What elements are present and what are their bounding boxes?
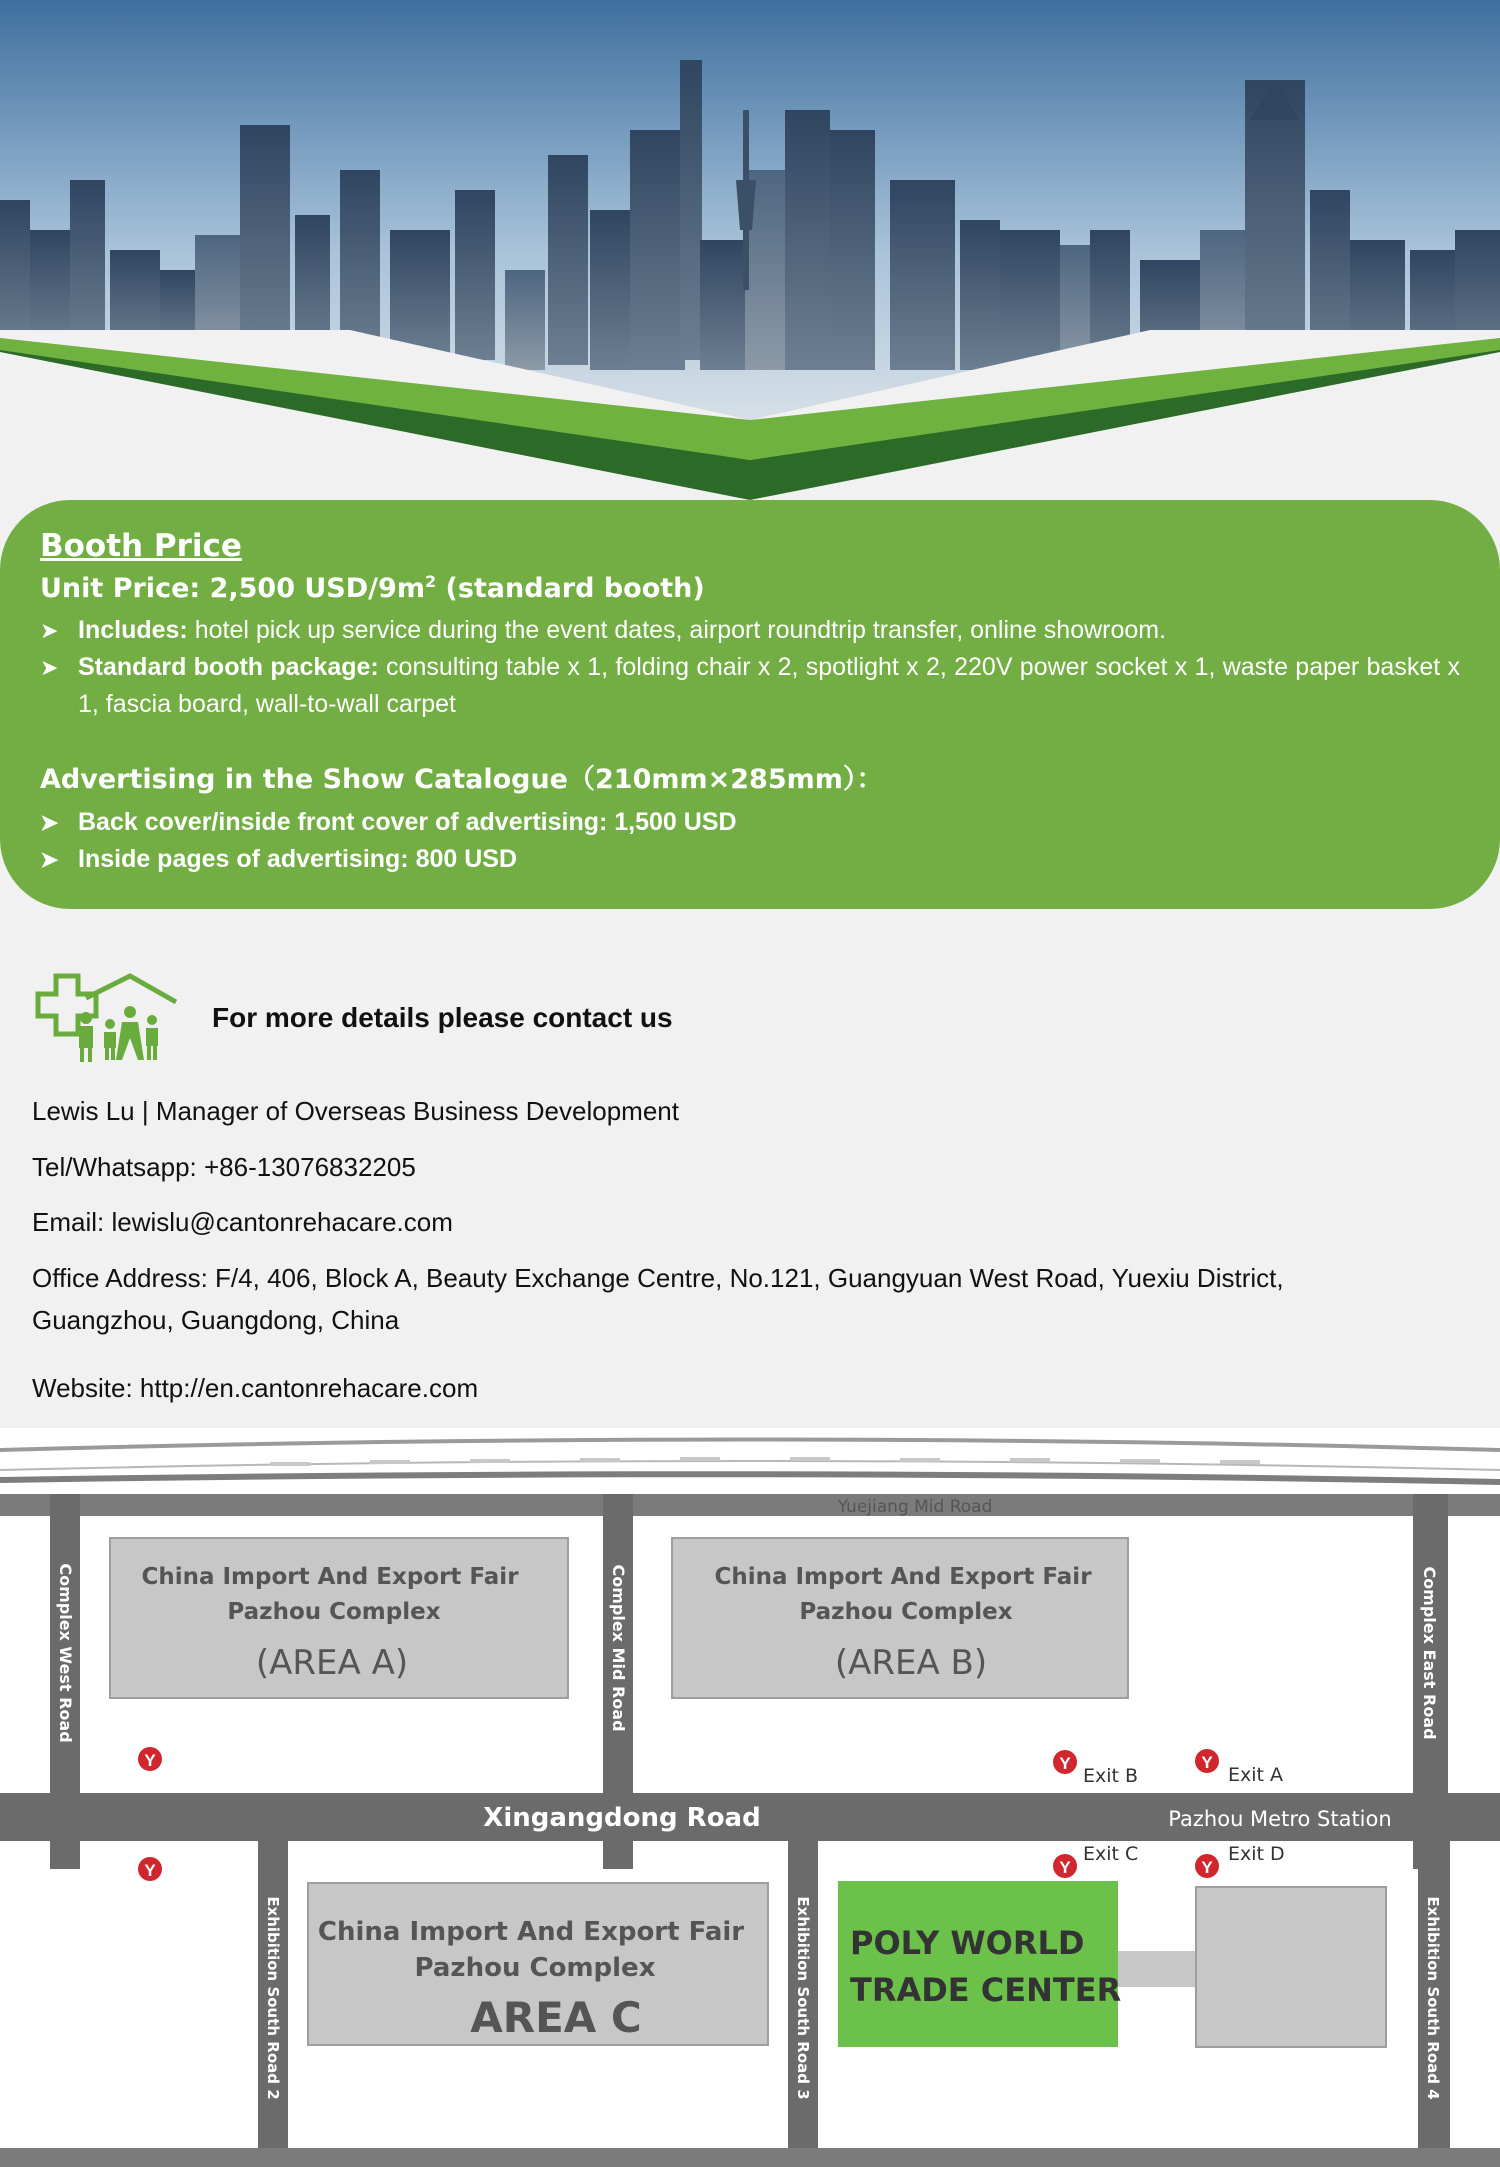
metro-icon [1053,1854,1077,1878]
contact-name: Lewis Lu | Manager of Overseas Business Development [32,1096,679,1126]
road-label-south-2: Exhibition South Road 2 [264,1896,282,2100]
unit-price-suffix: (standard booth) [436,573,705,604]
exit-b-label: Exit B [1083,1765,1139,1787]
area-c-title-1: China Import And Export Fair [317,1917,745,1947]
arrow-bullet-icon: ➤ [40,810,59,835]
metro-symbol: Y [1201,1753,1213,1772]
road-label-south-4: Exhibition South Road 4 [1424,1896,1442,2100]
metro-icon [138,1747,162,1771]
includes-text: hotel pick up service during the event dates, airport roundtrip transfer, online showroom. [187,616,1167,644]
area-b-label: (AREA B) [834,1643,988,1683]
area-a-title-2: Pazhou Complex [227,1599,441,1625]
exit-a-label: Exit A [1228,1764,1284,1786]
metro-icon [138,1857,162,1881]
advertising-heading: Advertising in the Show Catalogue（210mm×285mm）： [40,764,884,795]
metro-symbol: Y [144,1751,156,1770]
exit-c-label: Exit C [1083,1843,1139,1865]
road-label-mid: Complex Mid Road [609,1564,628,1732]
road-label-top: Yuejiang Mid Road [837,1497,993,1517]
area-b-title-2: Pazhou Complex [799,1599,1013,1625]
unit-price [40,572,1460,604]
metro-icon [1195,1854,1219,1878]
booth-price-panel [0,500,1500,909]
road-label-west: Complex West Road [56,1563,75,1743]
poly-world-line-1: POLY WORLD [850,1924,1085,1962]
contact-email: Email: lewislu@cantonrehacare.com [32,1207,453,1237]
arrow-bullet-icon: ➤ [40,618,59,643]
contact-tel: Tel/Whatsapp: +86-13076832205 [32,1152,416,1182]
booth-includes-list [40,612,1460,723]
unit-price-prefix: Unit Price: 2,500 USD/9m [40,573,425,604]
road-label-east: Complex East Road [1420,1566,1439,1740]
list-item [40,841,1460,878]
metro-symbol: Y [1201,1858,1213,1877]
advertising-list [40,804,1460,878]
contact-address-line-1: Office Address: F/4, 406, Block A, Beauty Exchange Centre, No.121, Guangyuan West Road, Yuexiu District, [32,1263,1284,1293]
metro-station-label: Pazhou Metro Station [1168,1807,1392,1831]
area-a-title-1: China Import And Export Fair [141,1564,519,1590]
road-label-south-3: Exhibition South Road 3 [794,1896,812,2100]
list-item [40,804,1460,841]
metro-icon [1053,1750,1077,1774]
arrow-bullet-icon: ➤ [40,847,59,872]
area-c-label: AREA C [470,1993,642,2042]
booth-price-heading: Booth Price [40,528,242,564]
metro-symbol: Y [144,1861,156,1880]
metro-symbol: Y [1059,1754,1071,1773]
metro-icon [1195,1749,1219,1773]
arrow-bullet-icon: ➤ [40,655,59,680]
contact-title: For more details please contact us [212,1002,673,1033]
family-care-logo-icon [26,972,182,1064]
spacer [40,723,1460,757]
hero-city-image [0,0,1500,500]
package-text: consulting table x 1, folding chair x 2, spotlight x 2, 220V power socket x 1, waste paper basket x 1, fascia board, wall-to-wall carpet [78,653,1460,718]
includes-label: Includes: [78,616,188,644]
contact-address-line-2: Guangzhou, Guangdong, China [32,1305,400,1335]
area-c-title-2: Pazhou Complex [414,1953,656,1983]
area-a-label: (AREA A) [255,1643,409,1683]
area-b-title-1: China Import And Export Fair [714,1564,1092,1590]
road-label-main: Xingangdong Road [483,1803,761,1833]
venue-map [0,1428,1500,2167]
contact-website: Website: http://en.cantonrehacare.com [32,1373,479,1403]
poly-world-line-2: TRADE CENTER [850,1971,1122,2009]
metro-symbol: Y [1059,1858,1071,1877]
list-item [40,612,1460,649]
advertising-item: Inside pages of advertising: 800 USD [78,845,518,873]
advertising-item: Back cover/inside front cover of advertising: 1,500 USD [78,808,737,836]
unit-price-sup: 2 [424,572,437,591]
exit-d-label: Exit D [1228,1843,1285,1865]
package-label: Standard booth package: [78,653,379,681]
list-item [40,649,1460,723]
